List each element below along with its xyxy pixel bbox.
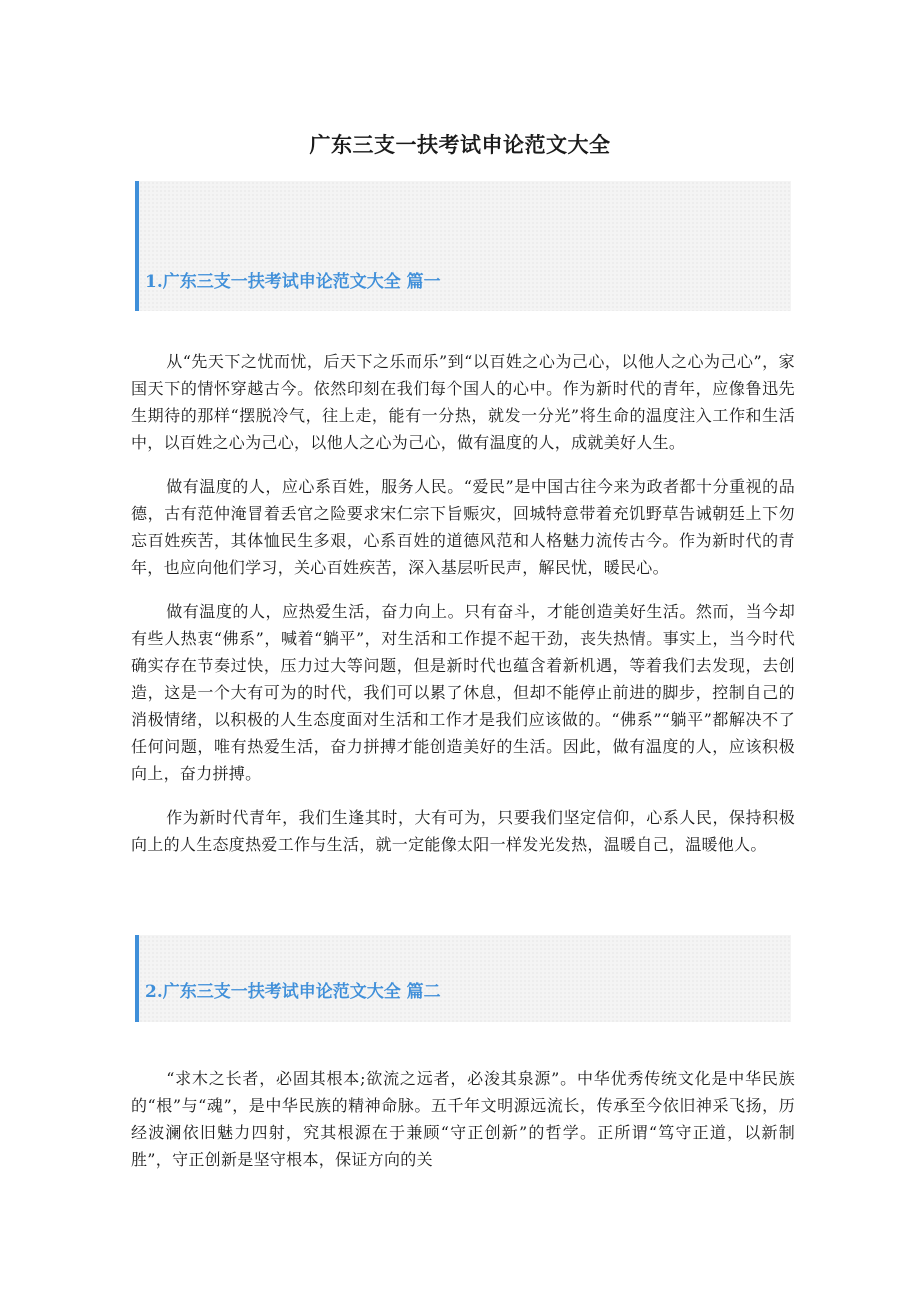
article-body-1: [131, 348, 795, 875]
paragraph: “求木之长者，必固其根本;欲流之远者，必浚其泉源”。中华优秀传统文化是中华民族的“根”与“魂”，是中华民族的精神命脉。五千年文明源远流长，传承至今依旧神采飞扬，历经波澜依旧魅力四射，究其根源在于兼顾“守正创新”的哲学。正所谓“笃守正道，以新制胜”，守正创新是坚守根本，保证方向的关: [131, 1069, 795, 1169]
article-body-2: [131, 1065, 795, 1190]
paragraph: 做有温度的人，应心系百姓，服务人民。“爱民”是中国古往今来为政者都十分重视的品德，古有范仲淹冒着丢官之险要求宋仁宗下旨赈灾，回城特意带着充饥野草告诫朝廷上下勿忘百姓疾苦，其体恤民生多艰，心系百姓的道德风范和人格魅力流传古今。作为新时代的青年，也应向他们学习，关心百姓疾苦，深入基层听民声，解民忧，暖民心。: [131, 477, 795, 577]
section-heading-2: 2.广东三支一扶考试申论范文大全 篇二: [145, 982, 441, 1002]
section-header-1: [135, 181, 791, 311]
section-heading-1: 1.广东三支一扶考试申论范文大全 篇一: [145, 272, 441, 292]
page-title: 广东三支一扶考试申论范文大全: [309, 133, 611, 157]
paragraph: 作为新时代青年，我们生逢其时，大有可为，只要我们坚定信仰，心系人民，保持积极向上的人生态度热爱工作与生活，就一定能像太阳一样发光发热，温暖自己，温暖他人。: [131, 808, 795, 854]
section-header-2: [135, 935, 791, 1022]
paragraph: 从“先天下之忧而忧，后天下之乐而乐”到“以百姓之心为己心，以他人之心为己心”，家国天下的情怀穿越古今。依然印刻在我们每个国人的心中。作为新时代的青年，应像鲁迅先生期待的那样“摆脱冷气，往上走，能有一分热，就发一分光”将生命的温度注入工作和生活中，以百姓之心为己心，以他人之心为己心，做有温度的人，成就美好人生。: [131, 352, 795, 452]
paragraph: 做有温度的人，应热爱生活，奋力向上。只有奋斗，才能创造美好生活。然而，当今却有些人热衷“佛系”，喊着“躺平”，对生活和工作提不起干劲，丧失热情。事实上，当今时代确实存在节奏过快，压力过大等问题，但是新时代也蕴含着新机遇，等着我们去发现，去创造，这是一个大有可为的时代，我们可以累了休息，但却不能停止前进的脚步，控制自己的消极情绪，以积极的人生态度面对生活和工作才是我们应该做的。“佛系”“躺平”都解决不了任何问题，唯有热爱生活，奋力拼搏才能创造美好的生活。因此，做有温度的人，应该积极向上，奋力拼搏。: [131, 602, 795, 783]
